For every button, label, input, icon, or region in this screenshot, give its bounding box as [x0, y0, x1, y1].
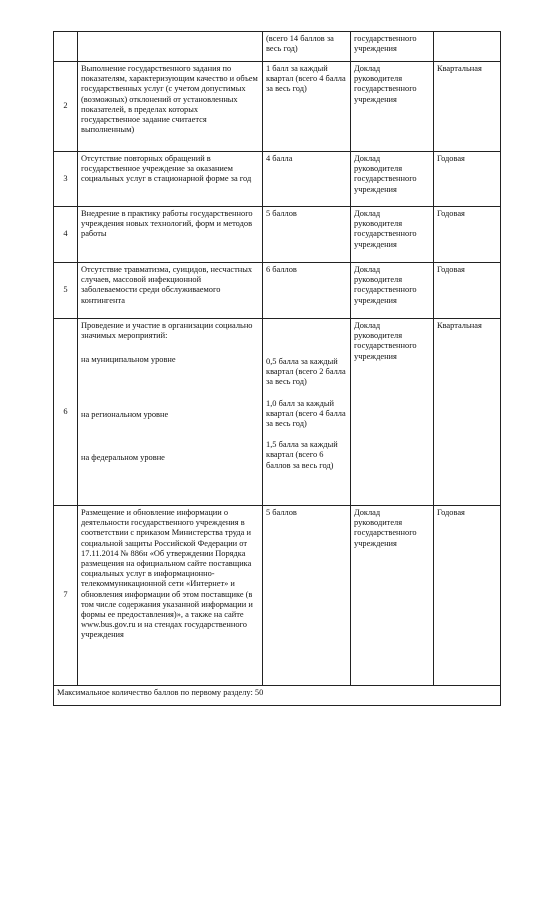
criterion-cell [78, 319, 263, 506]
points-cell: (всего 14 баллов за весь год) [263, 32, 351, 62]
source-cell: государственного учреждения [351, 32, 434, 62]
points-cell: 6 баллов [263, 263, 351, 319]
table-row [54, 62, 501, 152]
points-cell: 5 баллов [263, 207, 351, 263]
row-number: 5 [54, 263, 78, 319]
period-cell: Годовая [434, 207, 501, 263]
table-row [54, 506, 501, 686]
period-cell: Годовая [434, 263, 501, 319]
source-cell: Доклад руководителя государственного учреждения [351, 152, 434, 207]
row-number: 3 [54, 152, 78, 207]
table-row [54, 207, 501, 263]
table-row [54, 319, 501, 506]
row-number: 4 [54, 207, 78, 263]
table-row [54, 263, 501, 319]
row-number [54, 32, 78, 62]
points-regional: 1,0 балл за каждый квартал (всего 4 балла за весь год) [266, 398, 346, 429]
criterion-text: Проведение и участие в организации социально значимых мероприятий: [81, 321, 253, 341]
period-cell: Годовая [434, 152, 501, 207]
source-cell: Доклад руководителя государственного учреждения [351, 506, 434, 686]
table-footer-row [54, 686, 501, 706]
points-cell: 5 баллов [263, 506, 351, 686]
level-federal: на федеральном уровне [81, 452, 165, 462]
criterion-cell: Размещение и обновление информации о деятельности государственного учреждения в соответствии с приказом Министерства труда и социальной защиты Российской Федерации от 17.11.2014 № 886н «Об утверждении Порядка размещения на официальном сайте поставщика социальных услуг в информационно-телекоммуникационной сети «Интернет» и обновления информации об этом поставщике (в том числе содержания указанной информации и формы ее предоставления)», а также на сайте www.bus.gov.ru и на стендах государственного учреждения [78, 506, 263, 686]
criteria-table [53, 31, 501, 706]
level-municipal: на муниципальном уровне [81, 355, 176, 365]
points-federal: 1,5 балла за каждый квартал (всего 6 баллов за весь год) [266, 440, 338, 470]
points-cell: 1 балл за каждый квартал (всего 4 балла за весь год) [263, 62, 351, 152]
period-cell [434, 32, 501, 62]
table-row [54, 152, 501, 207]
points-cell: 4 балла [263, 152, 351, 207]
source-cell: Доклад руководителя государственного учреждения [351, 62, 434, 152]
period-cell: Квартальная [434, 319, 501, 506]
points-municipal: 0,5 балла за каждый квартал (всего 2 балла за весь год) [266, 357, 346, 387]
row-number: 7 [54, 506, 78, 686]
criterion-cell: Выполнение государственного задания по показателям, характеризующим качество и объем государственных услуг (с учетом допустимых (возможных) отклонений от установленных показателей, в пределах которых государственное задание считается выполненным) [78, 62, 263, 152]
level-regional: на региональном уровне [81, 409, 169, 419]
period-cell: Квартальная [434, 62, 501, 152]
source-cell: Доклад руководителя государственного учреждения [351, 319, 434, 506]
period-cell: Годовая [434, 506, 501, 686]
points-cell [263, 319, 351, 506]
criterion-cell: Отсутствие травматизма, суицидов, несчастных случаев, массовой инфекционной заболеваемости среди обслуживаемого контингента [78, 263, 263, 319]
table-row [54, 32, 501, 62]
max-score-note: Максимальное количество баллов по первому разделу: 50 [54, 686, 501, 706]
criterion-cell: Внедрение в практику работы государственного учреждения новых технологий, форм и методов работы [78, 207, 263, 263]
source-cell: Доклад руководителя государственного учреждения [351, 207, 434, 263]
criterion-cell [78, 32, 263, 62]
row-number: 6 [54, 319, 78, 506]
row-number: 2 [54, 62, 78, 152]
source-cell: Доклад руководителя государственного учреждения [351, 263, 434, 319]
criterion-cell: Отсутствие повторных обращений в государственное учреждение за оказанием социальных услуг в стационарной форме за год [78, 152, 263, 207]
